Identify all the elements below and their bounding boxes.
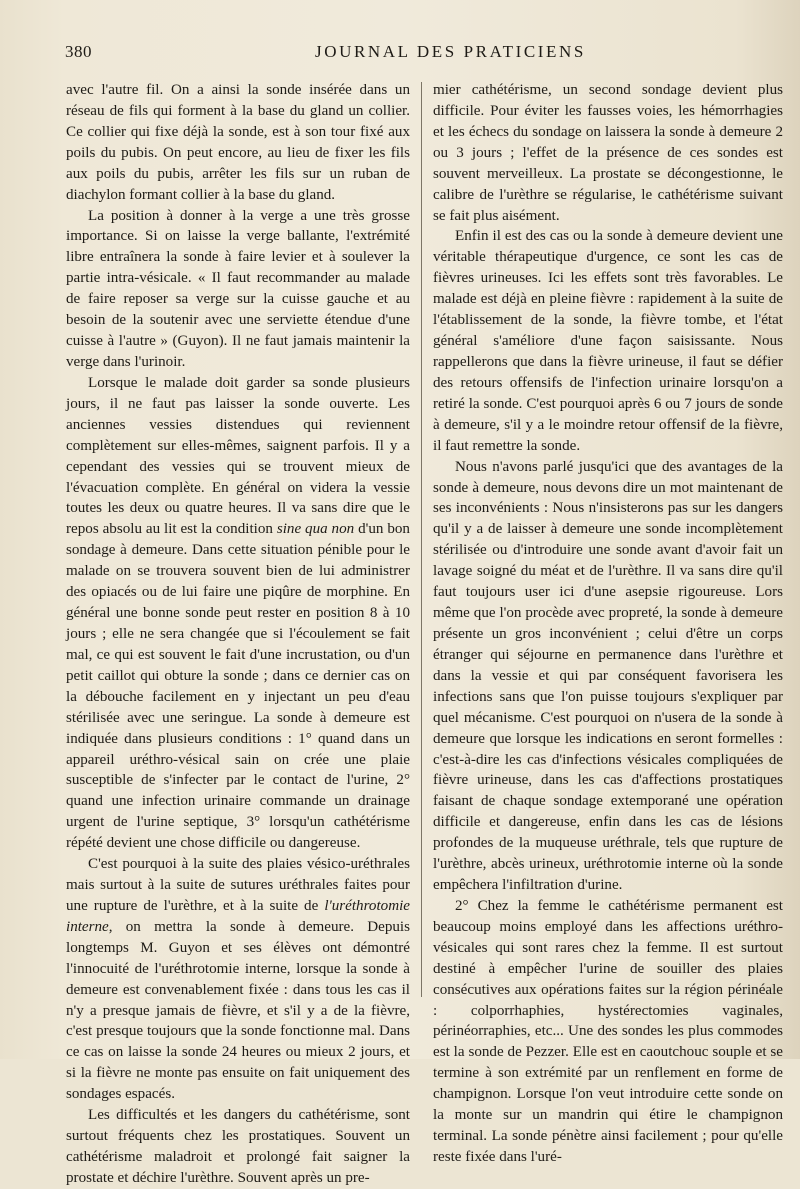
italic-phrase: l'uréthrotomie interne <box>66 897 410 935</box>
paragraph: Nous n'avons parlé jusqu'ici que des avantages de la sonde à demeure, nous devons dire un mot maintenant de ses inconvénients : Nous n'insisterons pas sur les dangers qu'il y a de laisser à demeure une sonde incomplètement stérilisée ou d'introduire une sonde avant d'avoir fait un lavage soigné du méat et de l'urèthre. Il va sans dire qu'il faut toujours user ici d'une asepsie rigoureuse. Lors même que l'on procède avec propreté, la sonde à demeure présente un gros inconvénient ; celui d'être un corps étranger qui séjourne en permanence dans l'urèthre et dans la vessie et qui par conséquent favorisera les infections sans que l'on puisse toujours s'expliquer par quel mécanisme. C'est pourquoi on n'usera de la sonde à demeure que lorsque les indications en seront formelles : c'est-à-dire les cas d'infections vésicales compliquées de fièvre urineuse, dans les cas d'affections prostatiques faisant de chaque sondage extemporané une opération difficile et dangereuse, enfin dans les cas de lésions profondes de la muqueuse uréthrale, tels que rupture de l'urèthre, abcès urineux, uréthrotomie interne où la sonde empêchera l'infiltration d'urine. <box>433 458 783 894</box>
column-divider <box>421 82 422 997</box>
paragraph <box>66 854 410 1105</box>
right-column <box>433 80 783 1168</box>
running-title: JOURNAL DES PRATICIENS <box>315 42 586 61</box>
paragraph: mier cathétérisme, un second sondage devient plus difficile. Pour éviter les fausses voies, les hémorrhagies et les échecs du sondage on laissera la sonde à demeure 2 ou 3 jours ; l'effet de la présence de ces sondes est souvent merveilleux. La prostate se décongestionne, le calibre de l'urèthre se régularise, le cathétérisme suivant se fait plus aisément. <box>433 82 783 224</box>
paragraph: La position à donner à la verge a une très grosse importance. Si on laisse la verge ballante, l'extrémité libre entraînera la sonde à faire levier et à soulever la partie intra-vésicale. « Il faut recommander au malade de faire reposer sa verge sur la cuisse gauche et au besoin de la soutenir avec une serviette étendue d'une cuisse à l'autre » (Guyon). Il ne faut jamais maintenir la verge dans l'urinoir. <box>66 207 410 370</box>
paragraph: Les difficultés et les dangers du cathétérisme, sont surtout fréquents chez les prostatiques. Souvent un cathétérisme maladroit et prolongé fait saigner la prostate et déchire l'urèthre. Souvent après un pre- <box>66 1107 410 1186</box>
left-column <box>66 80 410 1189</box>
page-header <box>65 42 765 66</box>
italic-phrase: sine qua non <box>276 521 355 538</box>
paragraph: 2° Chez la femme le cathétérisme permanent est beaucoup moins employé dans les affections uréthro-vésicales qui sont rares chez la femme. Il est surtout destiné à empêcher l'urine de souiller des plaies consécutives aux opérations faites sur la région périnéale : colporrhaphies, hystérectomies vaginales, périnéorraphies, etc... Une des sondes les plus commodes est la sonde de Pezzer. Elle est en caoutchouc souple et se termine à son extrémité par un renflement en forme de champignon. Lorsque l'on veut introduire cette sonde on la monte sur un mandrin qui étire le champignon terminal. La sonde pénètre ainsi facilement ; pour qu'elle reste fixée dans l'uré- <box>433 897 783 1166</box>
paragraph: Enfin il est des cas ou la sonde à demeure devient une véritable thérapeutique d'urgence, ce sont les cas de fièvres urineuses. Ici les effets sont très favorables. Le malade est déjà en pleine fièvre : rapidement à la suite de l'établissement de la sonde, la fièvre tombe, et l'état général s'améliore d'une façon saisissante. Nous rappellerons que dans la fièvre urineuse, il faut se défier des retours offensifs de l'infection urinaire lorsqu'on a retiré la sonde. C'est pourquoi après 6 ou 7 jours de sonde à demeure, s'il y a le moindre retour offensif de la fièvre, il faut remettre la sonde. <box>433 228 783 454</box>
paragraph <box>66 373 410 854</box>
page-number: 380 <box>65 42 92 61</box>
text-run: d'un bon sondage à demeure. Dans cette situation pénible pour le malade on se trouvera souvent bien de lui administrer des opiacés ou de lui faire une piqûre de morphine. En général une bonne sonde peut rester en position 8 à 10 jours ; elle ne sera changée que si l'écoulement se fait mal, ce qui est souvent le fait d'une incrustation, ou d'un petit caillot qui obture la sonde ; dans ce dernier cas on la débouche facilement en y injectant un peu d'eau stérilisée avec une seringue. La sonde à demeure est indiquée dans plusieurs conditions : 1° quand dans un appareil uréthro-vésical sain on crée une plaie susceptible de s'infecter par le contact de l'urine, 2° quand une infection urinaire commande un drainage urgent de l'urine septique, 3° lorsqu'un cathétérisme répété devient une chose difficile ou dangereuse. <box>66 521 410 852</box>
text-run: C'est pourquoi à la suite des plaies vésico-uréthrales mais surtout à la suite de sutures uréthrales faites pour une rupture de l'urèthre, et à la suite de <box>66 856 410 914</box>
text-run: , on mettra la sonde à demeure. Depuis longtemps M. Guyon et ses élèves ont démontré l'innocuité de l'uréthrotomie interne, lorsque la sonde à demeure est convenablement fixée : dans tous les cas il n'y a presque jamais de fièvre, et s'il y a de la fièvre, c'est presque toujours que la sonde fonctionne mal. Dans ce cas on laisse la sonde 24 heures ou mieux 2 jours, et si la fièvre ne monte pas ensuite on fait uniquement des sondages espacés. <box>66 918 410 1103</box>
text-run: Lorsque le malade doit garder sa sonde plusieurs jours, il ne faut pas laisser la sonde ouverte. Les anciennes vessies distendues qui reviennent complètement sur elles-mêmes, saignent parfois. Il y a cependant des vessies qui se trouvent mieux de l'évacuation complète. En général on videra la vessie toutes les deux ou quatre heures. Il va sans dire que le repos absolu au lit est la condition <box>66 374 410 538</box>
paragraph: avec l'autre fil. On a ainsi la sonde insérée dans un réseau de fils qui forment à la base du gland un collier. Ce collier qui fixe déjà la sonde, est à son tour fixé aux poils du pubis. On peut encore, au lieu de fixer les fils aux poils du pubis, arrêter les fils sur un ruban de diachylon formant collier à la base du gland. <box>66 82 410 203</box>
